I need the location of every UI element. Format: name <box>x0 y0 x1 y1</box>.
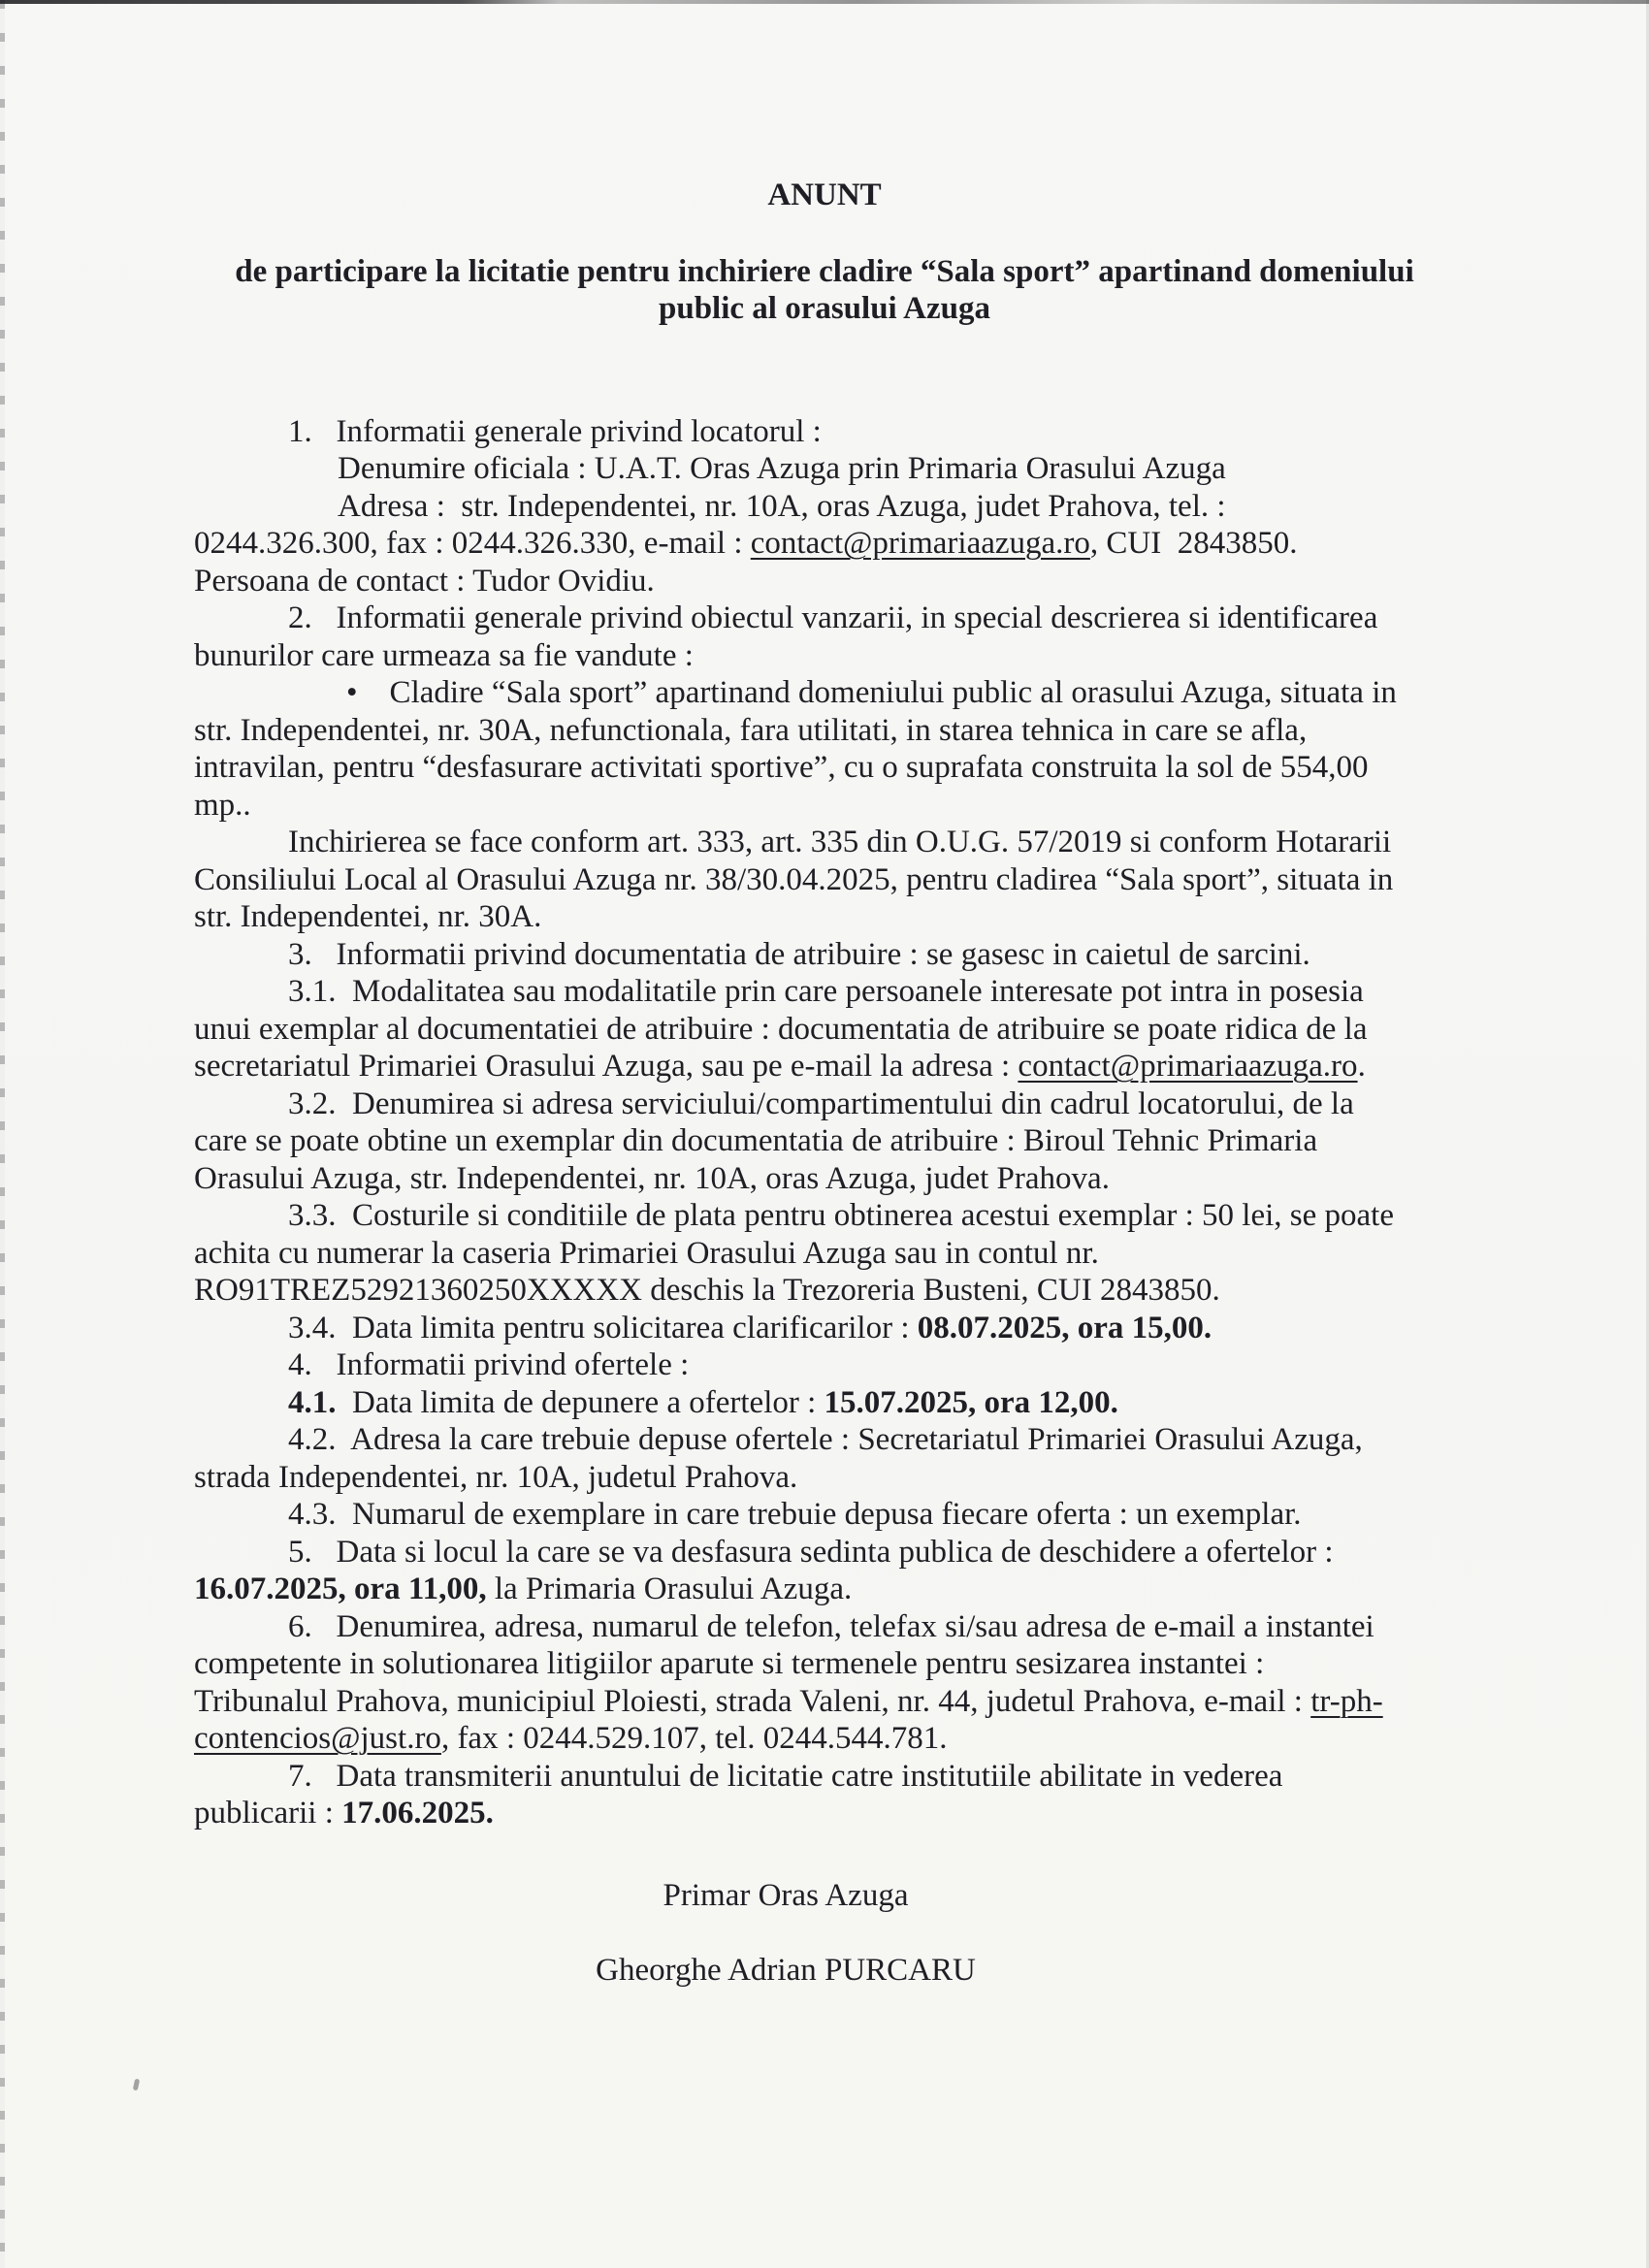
document-line <box>194 898 1455 936</box>
bold-text: 4.1. <box>288 1384 337 1420</box>
document-title: ANUNT <box>767 178 882 212</box>
text-segment: RO91TREZ52921360250XXXXX deschis la Trezoreria Busteni, CUI 2843850. <box>194 1273 1220 1308</box>
signature-name: Gheorghe Adrian PURCARU <box>596 1952 976 1988</box>
document-subtitle <box>194 253 1455 328</box>
document-line <box>194 674 1455 712</box>
text-segment: 3.3. Costurile si conditiile de plata pentru obtinerea acestui exemplar : 50 lei, se poate <box>288 1198 1394 1233</box>
text-segment: , CUI 2843850. <box>1089 526 1298 561</box>
text-segment: 0244.326.300, fax : 0244.326.330, e-mail : <box>194 526 751 561</box>
document-line <box>194 1346 1455 1384</box>
text-segment: • Cladire “Sala sport” apartinand domeniului public al orasului Azuga, situata in <box>346 675 1397 710</box>
text-segment: 4.2. Adresa la care trebuie depuse ofertele : Secretariatul Primariei Orasului Azuga, <box>288 1422 1363 1457</box>
text-segment: 1. Informatii generale privind locatorul : <box>288 413 822 449</box>
document-line <box>194 1310 1455 1347</box>
document-subtitle-line: de participare la licitatie pentru inchiriere cladire “Sala sport” apartinand domeniului <box>235 253 1414 289</box>
underlined-text: tr-ph- <box>1310 1683 1383 1719</box>
document-line <box>194 450 1455 488</box>
document-line <box>194 749 1455 787</box>
underlined-text: contact@primariaazuga.ro <box>1018 1049 1358 1084</box>
underlined-text: contencios@just.ro <box>194 1721 441 1756</box>
text-segment: achita cu numerar la caseria Primariei Orasului Azuga sau in contul nr. <box>194 1235 1099 1271</box>
document-line <box>194 1197 1455 1235</box>
text-segment: 2. Informatii generale privind obiectul vanzarii, in special descrierea si identificarea <box>288 600 1378 635</box>
text-segment: str. Independentei, nr. 30A, nefunctionala, fara utilitati, in starea tehnica in care se afla, <box>194 712 1308 748</box>
text-segment: secretariatul Primariei Orasului Azuga, sau pe e-mail la adresa : <box>194 1049 1018 1084</box>
document-content <box>194 0 1455 1989</box>
text-segment: 5. Data si locul la care se va desfasura sedinta publica de deschidere a ofertelor : <box>288 1534 1334 1570</box>
document-line <box>194 712 1455 750</box>
text-segment: mp.. <box>194 787 251 823</box>
document-line <box>194 1645 1455 1683</box>
text-segment: Adresa : str. Independentei, nr. 10A, oras Azuga, judet Prahova, tel. : <box>338 488 1226 524</box>
text-segment: str. Independentei, nr. 30A. <box>194 899 542 934</box>
text-segment: strada Independentei, nr. 10A, judetul Prahova. <box>194 1459 798 1495</box>
document-body <box>194 413 1455 1832</box>
text-segment: Orasului Azuga, str. Independentei, nr. 10A, oras Azuga, judet Prahova. <box>194 1160 1110 1196</box>
document-line <box>194 1795 1455 1832</box>
document-line <box>194 1160 1455 1198</box>
scan-artifact-speck <box>133 2079 140 2091</box>
text-segment: Persoana de contact : Tudor Ovidiu. <box>194 563 655 599</box>
signature-block <box>194 1877 1377 1990</box>
document-line <box>194 563 1455 600</box>
document-line <box>194 1384 1455 1422</box>
text-segment: 3.1. Modalitatea sau modalitatile prin care persoanele interesate pot intra in posesia <box>288 974 1364 1009</box>
text-segment: 3.4. Data limita pentru solicitarea clarificarilor : <box>288 1310 918 1345</box>
text-segment: competente in solutionarea litigiilor aparute si termenele pentru sesizarea instantei : <box>194 1646 1265 1681</box>
scan-artifact-left-edge <box>0 0 5 2268</box>
text-segment: unui exemplar al documentatiei de atribuire : documentatia de atribuire se poate ridica de la <box>194 1011 1368 1047</box>
document-line <box>194 936 1455 974</box>
document-line <box>194 488 1455 526</box>
text-segment: care se poate obtine un exemplar din documentatia de atribuire : Biroul Tehnic Primaria <box>194 1123 1318 1158</box>
text-segment: 3.2. Denumirea si adresa serviciului/compartimentului din cadrul locatorului, de la <box>288 1085 1354 1121</box>
text-segment: publicarii : <box>194 1796 342 1831</box>
document-line <box>194 1459 1455 1497</box>
document-line <box>194 525 1455 563</box>
document-line <box>194 1235 1455 1273</box>
document-subtitle-line: public al orasului Azuga <box>658 291 990 326</box>
document-line <box>194 1421 1455 1459</box>
signature-role: Primar Oras Azuga <box>663 1877 909 1913</box>
document-line <box>194 973 1455 1011</box>
text-segment: Consiliului Local al Orasului Azuga nr. 38/30.04.2025, pentru cladirea “Sala sport”, situata in <box>194 861 1394 897</box>
text-segment: 3. Informatii privind documentatia de atribuire : se gasesc in caietul de sarcini. <box>288 936 1310 972</box>
document-line <box>194 1496 1455 1534</box>
text-segment: 7. Data transmiterii anuntului de licitatie catre institutiile abilitate in vederea <box>288 1758 1283 1794</box>
document-line <box>194 1272 1455 1310</box>
document-line <box>194 1048 1455 1085</box>
document-line <box>194 1758 1455 1796</box>
text-segment: , fax : 0244.529.107, tel. 0244.544.781. <box>440 1721 948 1756</box>
text-segment: Inchirierea se face conform art. 333, art. 335 din O.U.G. 57/2019 si conform Hotararii <box>288 825 1392 859</box>
document-line <box>194 1122 1455 1160</box>
document-line <box>194 1011 1455 1049</box>
document-line <box>194 824 1455 861</box>
text-segment: intravilan, pentru “desfasurare activitati sportive”, cu o suprafata construita la sol de 554,00 <box>194 750 1369 785</box>
text-segment: bunurilor care urmeaza sa fie vandute : <box>194 637 694 673</box>
text-segment: Denumire oficiala : U.A.T. Oras Azuga prin Primaria Orasului Azuga <box>338 451 1226 486</box>
document-line <box>194 1720 1455 1758</box>
bold-text: 16.07.2025, ora 11,00, <box>194 1571 487 1606</box>
document-line <box>194 599 1455 637</box>
text-segment: 4.3. Numarul de exemplare in care trebuie depusa fiecare oferta : un exemplar. <box>288 1497 1302 1532</box>
text-segment: 6. Denumirea, adresa, numarul de telefon, telefax si/sau adresa de e-mail a instantei <box>288 1608 1374 1644</box>
document-line <box>194 1683 1455 1721</box>
bold-text: 08.07.2025, ora 15,00. <box>917 1310 1212 1345</box>
text-segment: Data limita de depunere a ofertelor : <box>336 1384 824 1420</box>
document-line <box>194 861 1455 899</box>
bold-text: 17.06.2025. <box>341 1796 494 1831</box>
bold-text: 15.07.2025, ora 12,00. <box>824 1384 1118 1420</box>
text-segment: 4. Informatii privind ofertele : <box>288 1347 690 1382</box>
document-line <box>194 413 1455 451</box>
document-line <box>194 1571 1455 1608</box>
document-line <box>194 637 1455 675</box>
document-line <box>194 1608 1455 1646</box>
document-line <box>194 1085 1455 1123</box>
underlined-text: contact@primariaazuga.ro <box>750 526 1090 561</box>
document-line <box>194 787 1455 825</box>
text-segment: la Primaria Orasului Azuga. <box>486 1571 853 1606</box>
text-segment: Tribunalul Prahova, municipiul Ploiesti, strada Valeni, nr. 44, judetul Prahova, e-mail : <box>194 1683 1311 1719</box>
text-segment: . <box>1357 1049 1366 1084</box>
document-line <box>194 1534 1455 1571</box>
